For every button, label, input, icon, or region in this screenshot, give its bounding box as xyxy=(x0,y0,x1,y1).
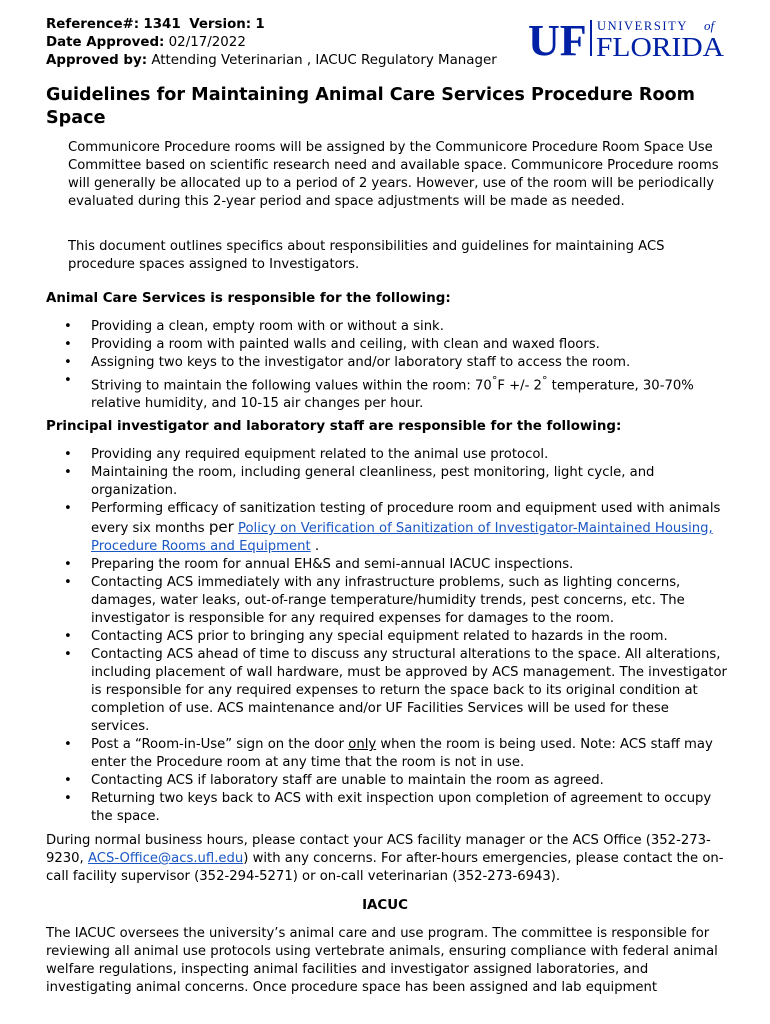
env-values-text-3: temperature, 30-70% relative humidity, and 10-15 air changes per hour. xyxy=(91,378,694,412)
list-item xyxy=(0,500,731,556)
list-item xyxy=(0,372,731,413)
list-item: • Providing a room with painted walls and ceiling, with clean and waxed floors. xyxy=(0,336,731,354)
page-title: Guidelines for Maintaining Animal Care Services Procedure Room Space xyxy=(46,85,695,128)
list-item: • Maintaining the room, including general cleanliness, pest monitoring, light cycle, and organization. xyxy=(0,464,731,500)
reference-label: Reference#: xyxy=(46,17,140,32)
list-item: • Assigning two keys to the investigator and/or laboratory staff to access the room. xyxy=(0,354,731,372)
room-in-use-text-2: when the room is being used. Note: ACS staff may enter the Procedure room at any time that the room is not in use. xyxy=(91,737,713,770)
approved-by-line xyxy=(46,52,497,70)
intro-paragraph-2: This document outlines specifics about responsibilities and guidelines for maintaining ACS procedure spaces assigned to Investigators. xyxy=(68,239,665,272)
pi-responsibilities-list xyxy=(0,446,740,826)
iacuc-heading: IACUC xyxy=(362,898,408,913)
acs-responsibilities-heading: Animal Care Services is responsible for the following: xyxy=(46,291,451,306)
sanitization-text: Performing efficacy of sanitization testing of procedure room and equipment used with animals every six months xyxy=(91,501,721,536)
list-item: • Contacting ACS prior to bringing any special equipment related to hazards in the room. xyxy=(0,628,731,646)
acs-office-email-link[interactable]: ACS-Office@acs.ufl.edu xyxy=(87,851,244,866)
contact-text-2: ) with any concerns. For after-hours emergencies, please contact the on-call facility supervisor (352-294-5271) or on-call veterinarian (352-273-6943). xyxy=(46,851,724,884)
list-item: • Returning two keys back to ACS with exit inspection upon completion of agreement to occupy the space. xyxy=(0,790,731,826)
sanitization-policy-link[interactable]: Policy on Verification of Sanitization of Investigator-Maintained Housing, Procedure Rooms and Equipment xyxy=(91,521,713,554)
contact-paragraph xyxy=(46,832,736,886)
reference-number: 1341 xyxy=(143,17,181,32)
pi-responsibilities-heading: Principal investigator and laboratory staff are responsible for the following: xyxy=(46,419,622,434)
logo-uf-mark: UF xyxy=(528,18,587,58)
env-values-text-1: Striving to maintain the following values within the room: 70 xyxy=(91,378,492,394)
list-item: • Contacting ACS if laboratory staff are unable to maintain the room as agreed. xyxy=(0,772,731,790)
list-item xyxy=(0,736,731,772)
list-item: • Contacting ACS immediately with any infrastructure problems, such as lighting concerns, damages, water leaks, out-of-range temperature/humidity trends, pest concerns, etc. The investigator is responsible for any required expenses for damages to the room. xyxy=(0,574,731,628)
date-approved-value: 02/17/2022 xyxy=(168,35,246,50)
university-of-florida-logo xyxy=(528,18,728,58)
version-number: 1 xyxy=(255,17,265,32)
list-item: • Providing a clean, empty room with or without a sink. xyxy=(0,318,731,336)
logo-florida-word: FLORIDA xyxy=(596,32,725,58)
logo-divider xyxy=(590,20,592,56)
room-in-use-text-1: Post a “Room-in-Use” sign on the door xyxy=(91,737,349,752)
degree-symbol: ° xyxy=(541,374,548,387)
iacuc-paragraph: The IACUC oversees the university’s animal care and use program. The committee is responsible for reviewing all animal use protocols using vertebrate animals, ensuring compliance with federal animal welfare regulations, inspecting animal facilities and investigator assigned laboratories, and investigating animal concerns. Once procedure space has been assigned and lab equipment xyxy=(46,926,718,995)
per-word: per xyxy=(208,518,234,536)
approved-by-label: Approved by: xyxy=(46,53,148,68)
list-item: • Contacting ACS ahead of time to discuss any structural alterations to the space. All alterations, including placement of wall hardware, must be approved by ACS management. The investigator is responsible for any required expenses to return the space back to its original condition at completion of use. ACS maintenance and/or UF Facilities Services will be used for these services. xyxy=(0,646,731,736)
reference-line xyxy=(46,16,497,34)
sanitization-text-end: . xyxy=(310,539,320,554)
list-item: • Preparing the room for annual EH&S and semi-annual IACUC inspections. xyxy=(0,556,731,574)
degree-symbol: ° xyxy=(491,374,498,387)
date-approved-line xyxy=(46,34,497,52)
version-label: Version: xyxy=(189,17,252,32)
logo-university-word: UNIVERSITY xyxy=(597,19,688,33)
date-approved-label: Date Approved: xyxy=(46,35,165,50)
acs-responsibilities-list xyxy=(0,318,740,413)
approved-by-value: Attending Veterinarian , IACUC Regulatory Manager xyxy=(151,53,497,68)
contact-text-1: During normal business hours, please contact your ACS facility manager or the ACS Office (352-273-9230, xyxy=(46,833,711,866)
only-emphasis: only xyxy=(348,737,377,752)
list-item: • Providing any required equipment related to the animal use protocol. xyxy=(0,446,731,464)
logo-of-word: of xyxy=(704,18,715,33)
intro-paragraph-1: Communicore Procedure rooms will be assigned by the Communicore Procedure Room Space Use Committee based on scientific research need and available space. Communicore Procedure rooms will generally be allocated up to a period of 2 years. However, use of the room will be periodically evaluated during this 2-year period and space adjustments will be made as needed. xyxy=(68,140,719,209)
document-metadata xyxy=(46,16,497,70)
env-values-text-2: F +/- 2 xyxy=(497,378,542,394)
